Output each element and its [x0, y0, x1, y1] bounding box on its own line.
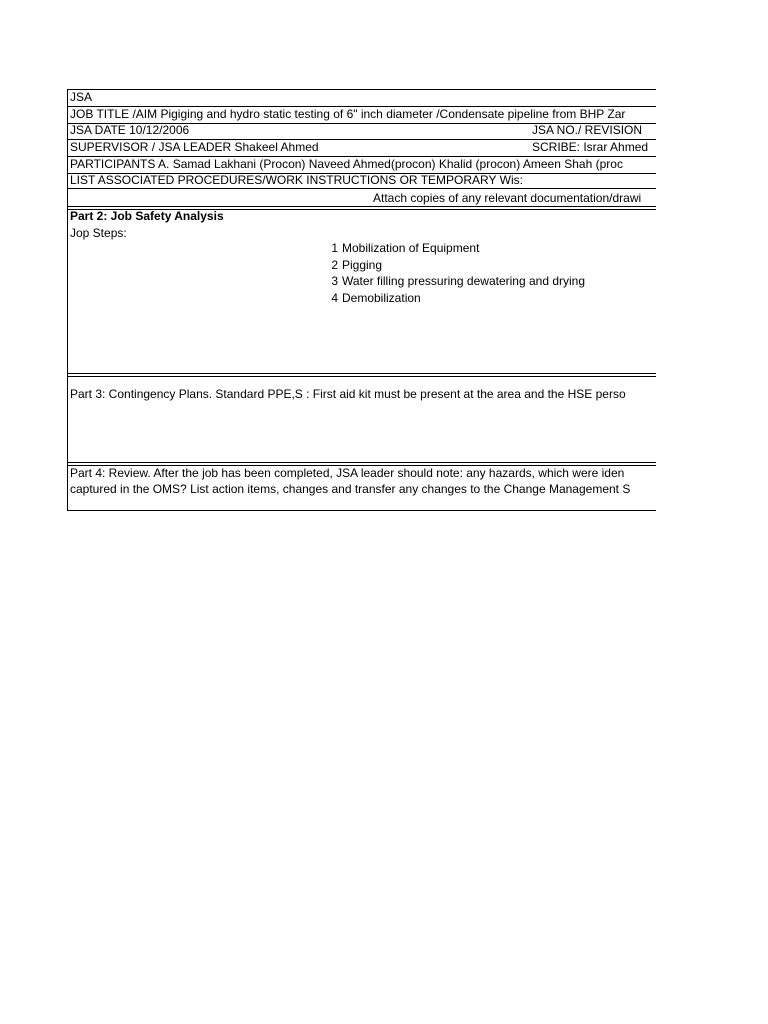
part2-title: Part 2: Job Safety Analysis [70, 209, 224, 223]
supervisor-jsa-leader: SUPERVISOR / JSA LEADER Shakeel Ahmed [70, 140, 319, 154]
row-divider [68, 188, 656, 189]
step-text: Mobilization of Equipment [342, 241, 480, 255]
part4-review-line1: Part 4: Review. After the job has been completed, JSA leader should note: any hazards, which were iden [70, 466, 625, 480]
jsa-no-revision: JSA NO./ REVISION [532, 123, 643, 137]
jsa-label: JSA [70, 90, 93, 104]
jsa-worksheet [67, 89, 656, 511]
step-text: Pigging [342, 258, 383, 272]
bottom-border [68, 510, 656, 511]
jsa-date: JSA DATE 10/12/2006 [70, 123, 190, 137]
step-text: Water filling pressuring dewatering and drying [342, 274, 586, 288]
step-text: Demobilization [342, 291, 421, 305]
part4-review-line2: captured in the OMS? List action items, changes and transfer any changes to the Change Management S [70, 482, 631, 496]
section-divider [68, 373, 656, 374]
section-divider [68, 376, 656, 377]
row-divider [68, 89, 656, 90]
step-number: 2 [331, 258, 338, 272]
job-steps-label: Jop Steps: [70, 226, 127, 240]
section-divider [68, 462, 656, 463]
job-title-row: JOB TITLE /AIM Pigiging and hydro static testing of 6" inch diameter /Condensate pipeline from BHP Zar [70, 107, 626, 121]
step-number: 1 [331, 241, 338, 255]
step-number: 4 [331, 291, 338, 305]
attach-documentation-note: Attach copies of any relevant documentation/drawi [373, 191, 642, 205]
step-number: 3 [331, 274, 338, 288]
section-divider [68, 206, 656, 207]
part3-contingency-plans: Part 3: Contingency Plans. Standard PPE,S : First aid kit must be present at the area and the HSE perso [70, 387, 626, 401]
scribe: SCRIBE: Israr Ahmed [532, 140, 649, 154]
associated-procedures: LIST ASSOCIATED PROCEDURES/WORK INSTRUCTIONS OR TEMPORARY Wis: [70, 173, 523, 187]
participants: PARTICIPANTS A. Samad Lakhani (Procon) Naveed Ahmed(procon) Khalid (procon) Ameen Shah (proc [70, 157, 623, 171]
